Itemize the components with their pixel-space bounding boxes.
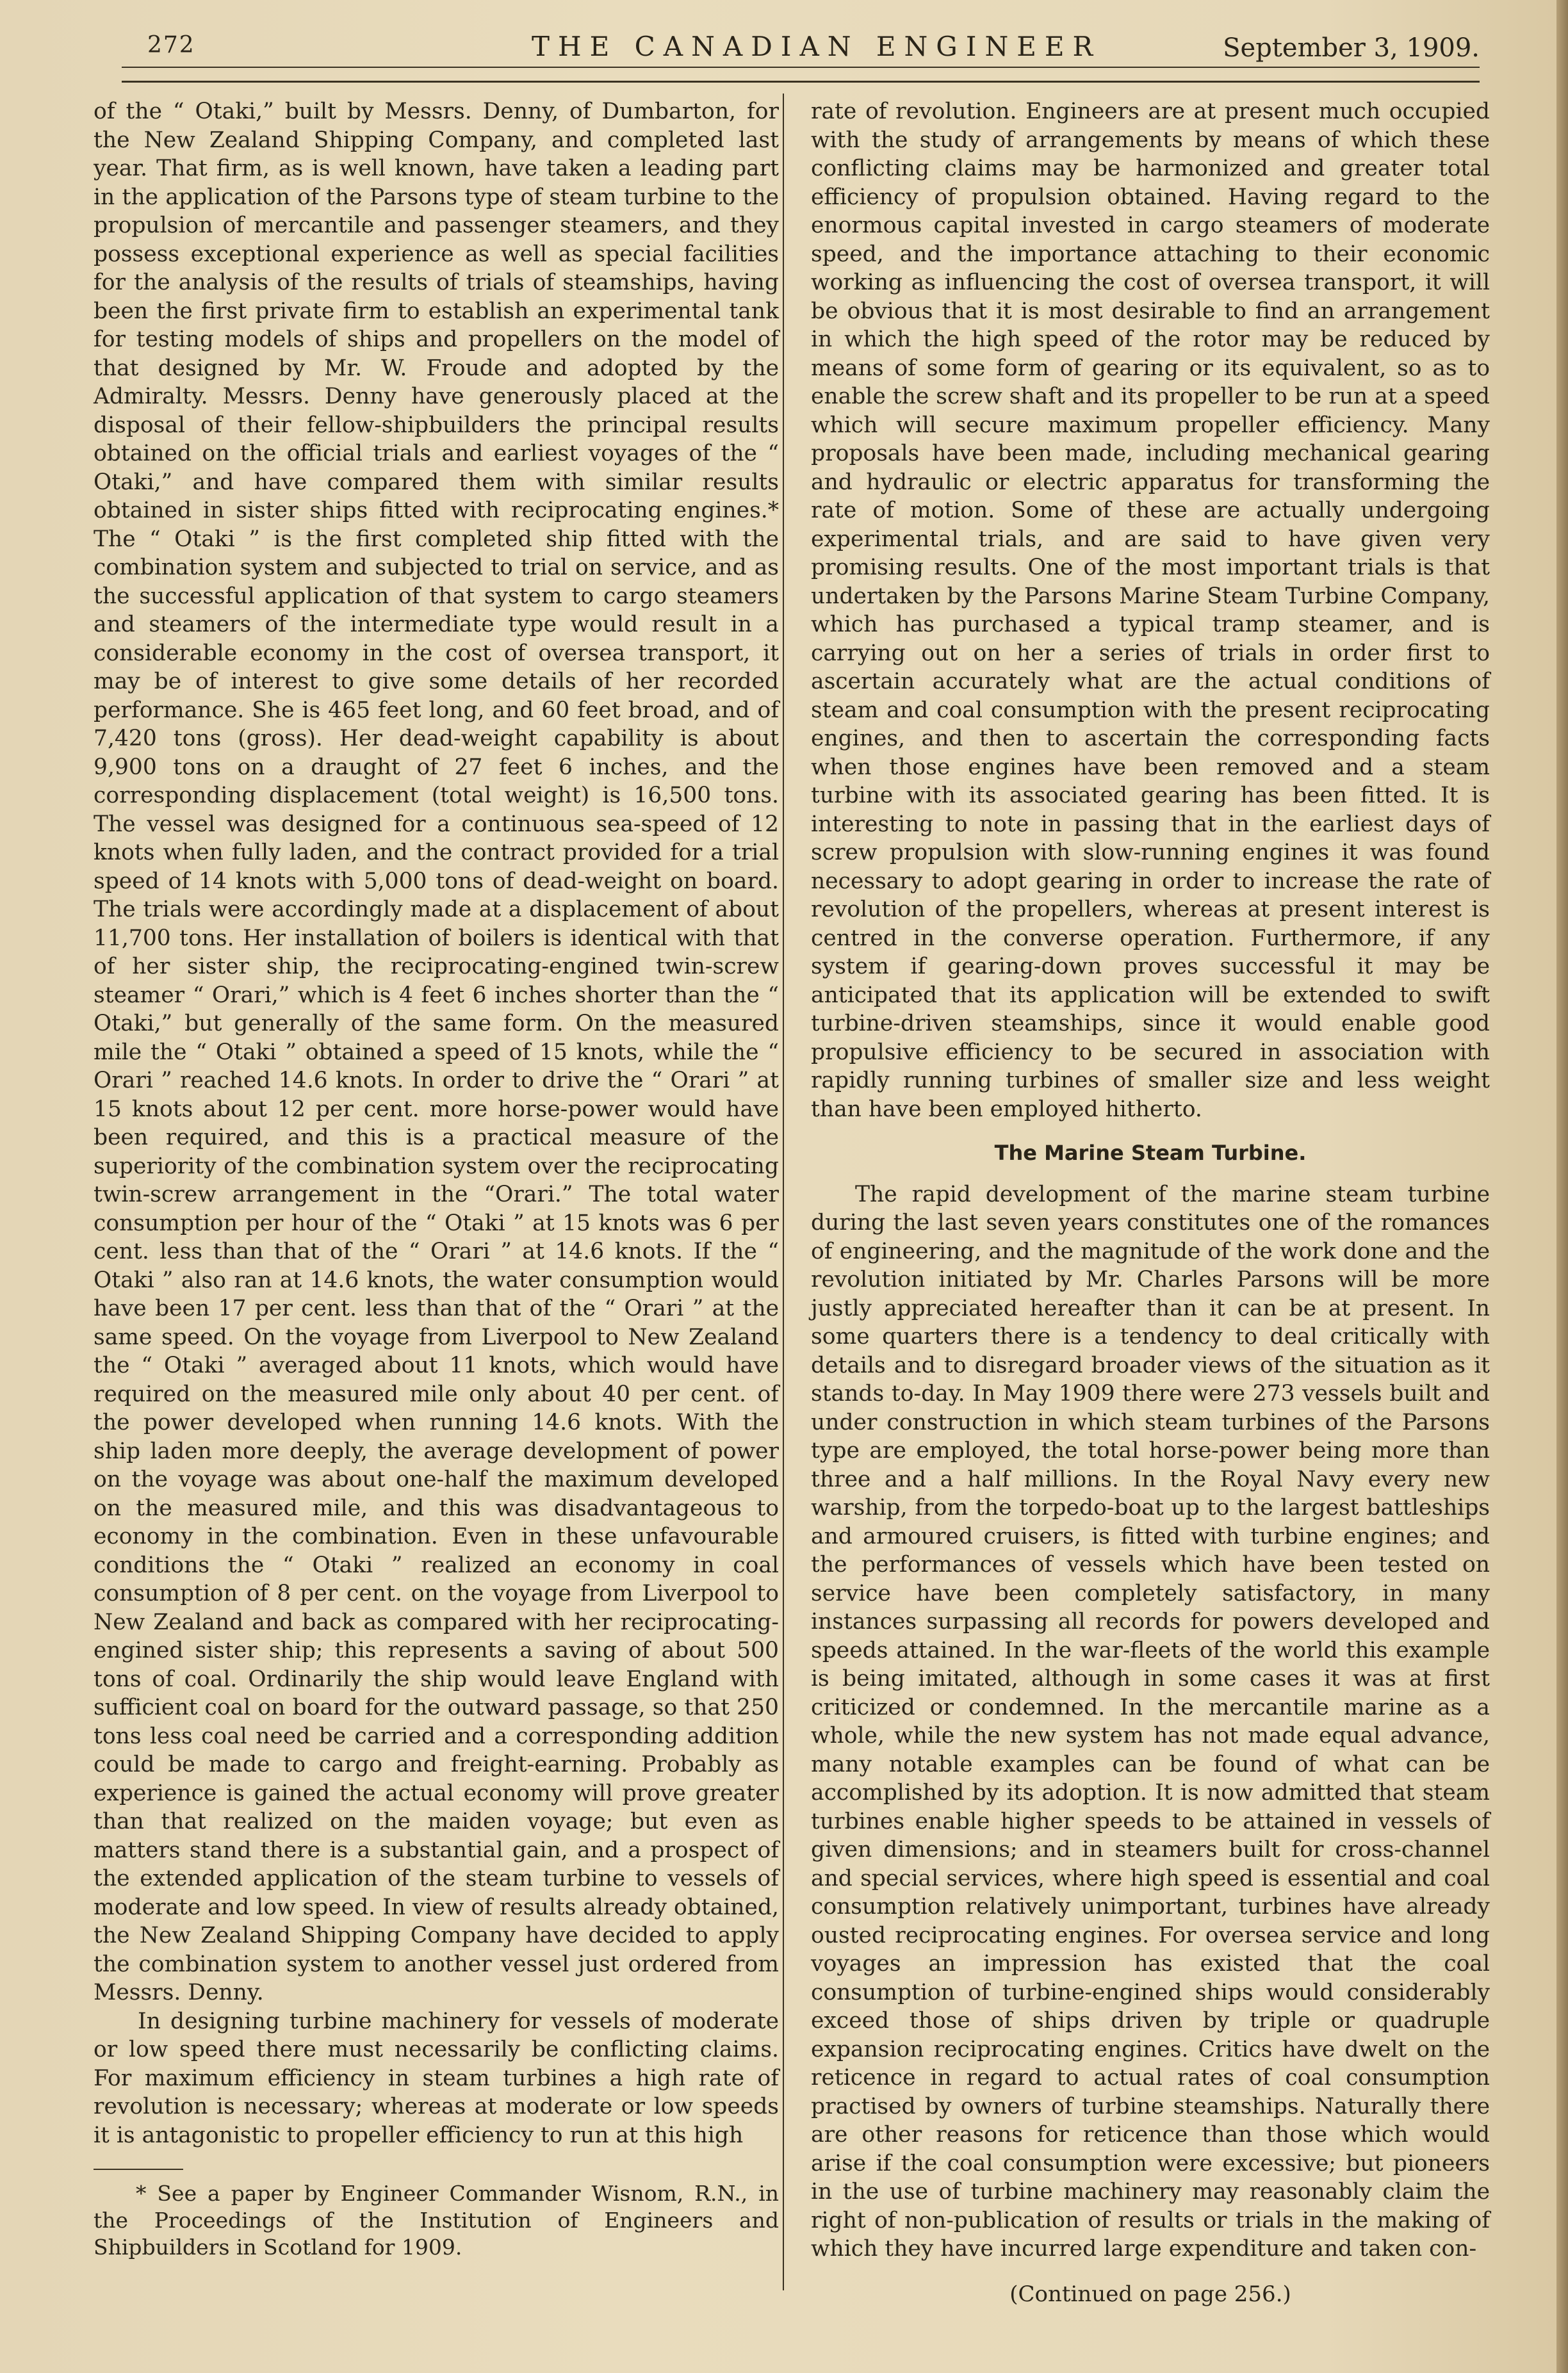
right-column (811, 97, 1490, 2308)
footnote-rule (94, 2169, 183, 2170)
page-number: 272 (147, 32, 195, 58)
footnote: * See a paper by Engineer Commander Wisnom, R.N., in the Proceedings of the Institution of Engineers and Shipbuilders in Scotland for 1909. (94, 2181, 779, 2260)
right-paragraph-2: The rapid development of the marine steam turbine during the last seven years constitutes one of the romances of engineering, and the magnitude of the work done and the revolution initiated by Mr. Charles Parsons will be more justly appreciated hereafter than it can be at present. In some quarters there is a tendency to deal critically with details and to disregard broader views of the situation as it stands to-day. In May 1909 there were 273 vessels built and under construction in which steam turbines of the Parsons type are employed, the total horse-power being more than three and a half millions. In the Royal Navy every new warship, from the torpedo-boat up to the largest battleships and armoured cruisers, is fitted with turbine engines; and the performances of vessels which have been tested on service have been completely satisfactory, in many instances surpassing all records for powers developed and speeds attained. In the war-fleets of the world this example is being imitated, although in some cases it was at first criticized or condemned. In the mercantile marine as a whole, while the new system has not made equal advance, many notable examples can be found of what can be accomplished by its adoption. It is now admitted that steam turbines enable higher speeds to be attained in vessels of given dimensions; and in steamers built for cross-channel and special services, where high speed is essential and coal consumption relatively unimportant, turbines have already ousted reciprocating engines. For oversea service and long voyages an impression has existed that the coal consumption of turbine-engined ships would considerably exceed those of ships driven by triple or quadruple expansion reciprocating engines. Critics have dwelt on the reticence in regard to actual rates of coal consumption practised by owners of turbine steamships. Naturally there are other reasons for reticence than those which would arise if the coal consumption were excessive; but pioneers in the use of turbine machinery may reasonably claim the right of non-publication of results or trials in the making of which they have incurred large expenditure and taken con- (811, 1181, 1490, 2262)
header-rule-top (122, 67, 1480, 68)
left-paragraph-1: of the “ Otaki,” built by Messrs. Denny, of Dumbarton, for the New Zealand Shipping Company, and completed last year. That firm, as is well known, have taken a leading part in the application of the Parsons type of steam turbine to the propulsion of mercantile and passenger steamers, and they possess exceptional experience as well as special facilities for the analysis of the results of trials of steamships, having been the first private firm to establish an experimental tank for testing models of ships and propellers on the model of that designed by Mr. W. Froude and adopted by the Admiralty. Messrs. Denny have generously placed at the disposal of their fellow-shipbuilders the principal results obtained on the official trials and earliest voyages of the “ Otaki,” and have compared them with similar results obtained in sister ships fitted with reciprocating engines.* The “ Otaki ” is the first completed ship fitted with the combination system and subjected to trial on service, and as the successful application of that system to cargo steamers and steamers of the intermediate type would result in a considerable economy in the cost of oversea transport, it may be of interest to give some details of her recorded performance. She is 465 feet long, and 60 feet broad, and of 7,420 tons (gross). Her dead-weight capability is about 9,900 tons on a draught of 27 feet 6 inches, and the corresponding displacement (total weight) is 16,500 tons. The vessel was designed for a continuous sea-speed of 12 knots when fully laden, and the contract provided for a trial speed of 14 knots with 5,000 tons of dead-weight on board. The trials were accordingly made at a displacement of about 11,700 tons. Her installation of boilers is identical with that of her sister ship, the reciprocating-engined twin-screw steamer “ Orari,” which is 4 feet 6 inches shorter than the “ Otaki,” but generally of the same form. On the measured mile the “ Otaki ” obtained a speed of 15 knots, while the “ Orari ” reached 14.6 knots. In order to drive the “ Orari ” at 15 knots about 12 per cent. more horse-power would have been required, and this is a practical measure of the superiority of the combination system over the reciprocating twin-screw arrangement in the “Orari.” The total water consumption per hour of the “ Otaki ” at 15 knots was 6 per cent. less than that of the “ Orari ” at 14.6 knots. If the “ Otaki ” also ran at 14.6 knots, the water consumption would have been 17 per cent. less than that of the “ Orari ” at the same speed. On the voyage from Liverpool to New Zealand the “ Otaki ” averaged about 11 knots, which would have required on the measured mile only about 40 per cent. of the power developed when running 14.6 knots. With the ship laden more deeply, the average development of power on the voyage was about one-half the maximum developed on the measured mile, and this was disadvantageous to economy in the combination. Even in these unfavourable conditions the “ Otaki ” realized an economy in coal consumption of 8 per cent. on the voyage from Liverpool to New Zealand and back as compared with her reciprocating-engined sister ship; this represents a saving of about 500 tons of coal. Ordinarily the ship would leave England with sufficient coal on board for the outward passage, so that 250 tons less coal need be carried and a corresponding addition could be made to cargo and freight-earning. Probably as experience is gained the actual economy will prove greater than that realized on the maiden voyage; but even as matters stand there is a substantial gain, and a prospect of the extended application of the steam turbine to vessels of moderate and low speed. In view of results already obtained, the New Zealand Shipping Company have decided to apply the combination system to another vessel just ordered from Messrs. Denny. (94, 99, 779, 2005)
issue-date: September 3, 1909. (1223, 33, 1480, 63)
header-rule-bottom (122, 81, 1480, 83)
left-column (94, 97, 779, 2261)
page-edge (1556, 0, 1568, 2373)
right-paragraph-1: rate of revolution. Engineers are at present much occupied with the study of arrangements by means of which these conflicting claims may be harmonized and greater total efficiency of propulsion obtained. Having regard to the enormous capital invested in cargo steamers of moderate speed, and the importance attaching to their economic working as influencing the cost of oversea transport, it will be obvious that it is most desirable to find an arrangement in which the high speed of the rotor may be reduced by means of some form of gearing or its equivalent, so as to enable the screw shaft and its propeller to be run at a speed which will secure maximum propeller efficiency. Many proposals have been made, including mechanical gearing and hydraulic or electric apparatus for transforming the rate of motion. Some of these are actually undergoing experimental trials, and are said to have given very promising results. One of the most important trials is that undertaken by the Parsons Marine Steam Turbine Company, which has purchased a typical tramp steamer, and is carrying out on her a series of trials in order first to ascertain accurately what are the actual conditions of steam and coal consumption with the present reciprocating engines, and then to ascertain the corresponding facts when those engines have been removed and a steam turbine with its associated gearing has been fitted. It is interesting to note in passing that in the earliest days of screw propulsion with slow-running engines it was found necessary to adopt gearing in order to increase the rate of revolution of the propellers, whereas at present interest is centred in the converse operation. Furthermore, if any system if gearing-down proves successful it may be anticipated that its application will be extended to swift turbine-driven steamships, since it would enable good propulsive efficiency to be secured in association with rapidly running turbines of smaller size and less weight than have been employed hitherto. (811, 99, 1490, 1122)
section-heading: The Marine Steam Turbine. (994, 1141, 1307, 1165)
journal-title: THE CANADIAN ENGINEER (532, 31, 1102, 62)
column-divider (783, 94, 784, 2290)
continued-note: (Continued on page 256.) (1009, 2281, 1291, 2307)
left-paragraph-2: In designing turbine machinery for vessels of moderate or low speed there must necessarily be conflicting claims. For maximum efficiency in steam turbines a high rate of revolution is necessary; whereas at moderate or low speeds it is antagonistic to propeller efficiency to run at this high (94, 2008, 779, 2148)
